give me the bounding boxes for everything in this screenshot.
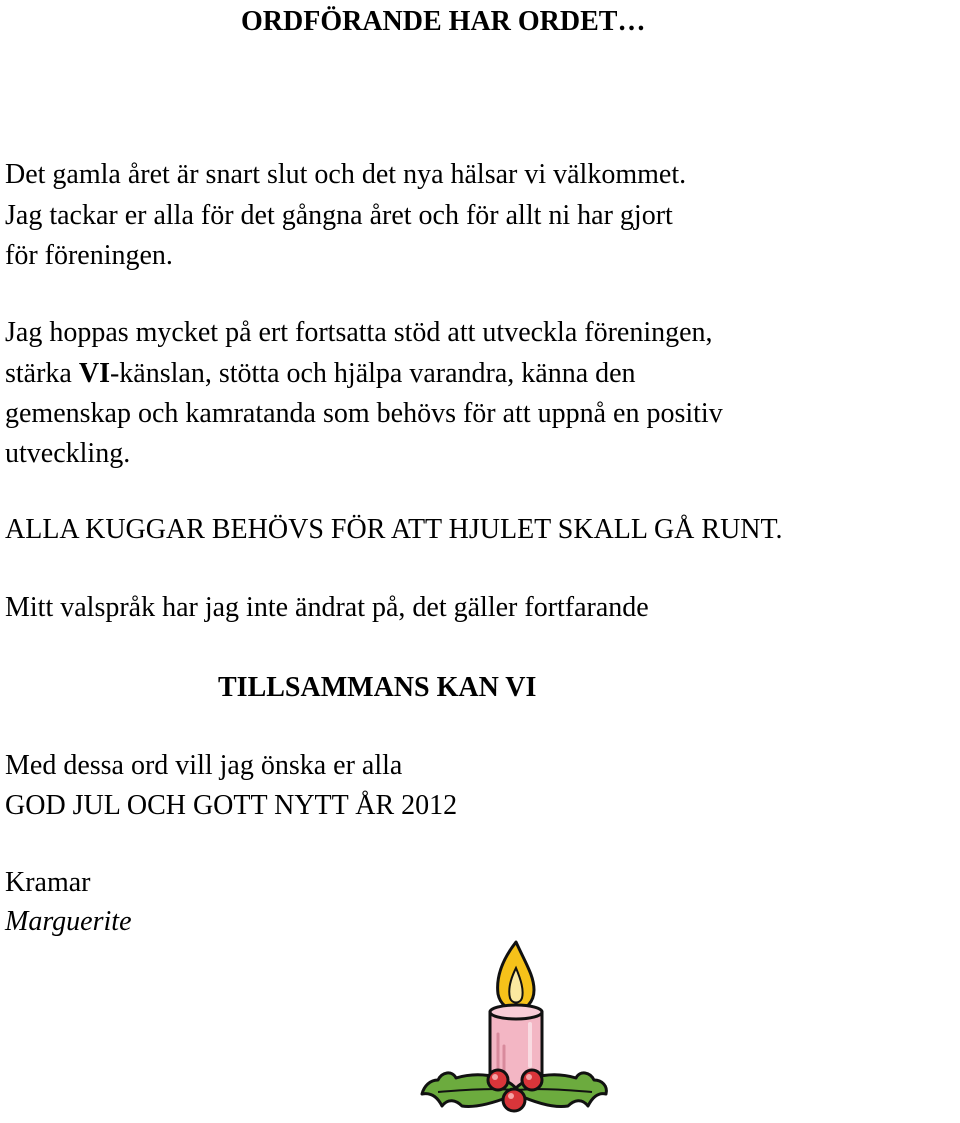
- flame-icon: [498, 942, 534, 1012]
- paragraph-1-line-3: för föreningen.: [5, 240, 173, 271]
- greeting-line-2: GOD JUL OCH GOTT NYTT ÅR 2012: [5, 790, 458, 821]
- greeting-line-1: Med dessa ord vill jag önska er alla: [5, 750, 403, 781]
- candle-holly-icon: [418, 938, 610, 1120]
- paragraph-1-line-2: Jag tackar er alla för det gångna året och för allt ni har gjort: [5, 200, 673, 231]
- page-title: ORDFÖRANDE HAR ORDET…: [241, 6, 646, 37]
- signature: Marguerite: [5, 906, 132, 937]
- motto: TILLSAMMANS KAN VI: [218, 672, 537, 703]
- paragraph-2-line-2-start: stärka: [5, 358, 79, 389]
- motto-intro: Mitt valspråk har jag inte ändrat på, det gäller fortfarande: [5, 592, 649, 623]
- paragraph-2-line-2-end: -känslan, stötta och hjälpa varandra, känna den: [109, 358, 636, 389]
- paragraph-2-line-1: Jag hoppas mycket på ert fortsatta stöd att utveckla föreningen,: [5, 317, 713, 348]
- slogan: ALLA KUGGAR BEHÖVS FÖR ATT HJULET SKALL GÅ RUNT.: [5, 514, 783, 545]
- paragraph-2-line-3: gemenskap och kamratanda som behövs för att uppnå en positiv: [5, 398, 723, 429]
- paragraph-1-line-1: Det gamla året är snart slut och det nya hälsar vi välkommet.: [5, 159, 687, 190]
- paragraph-2-line-2: [5, 354, 636, 394]
- closing: Kramar: [5, 867, 91, 898]
- paragraph-2-line-4: utveckling.: [5, 438, 131, 469]
- vi-emphasis: VI: [78, 358, 110, 389]
